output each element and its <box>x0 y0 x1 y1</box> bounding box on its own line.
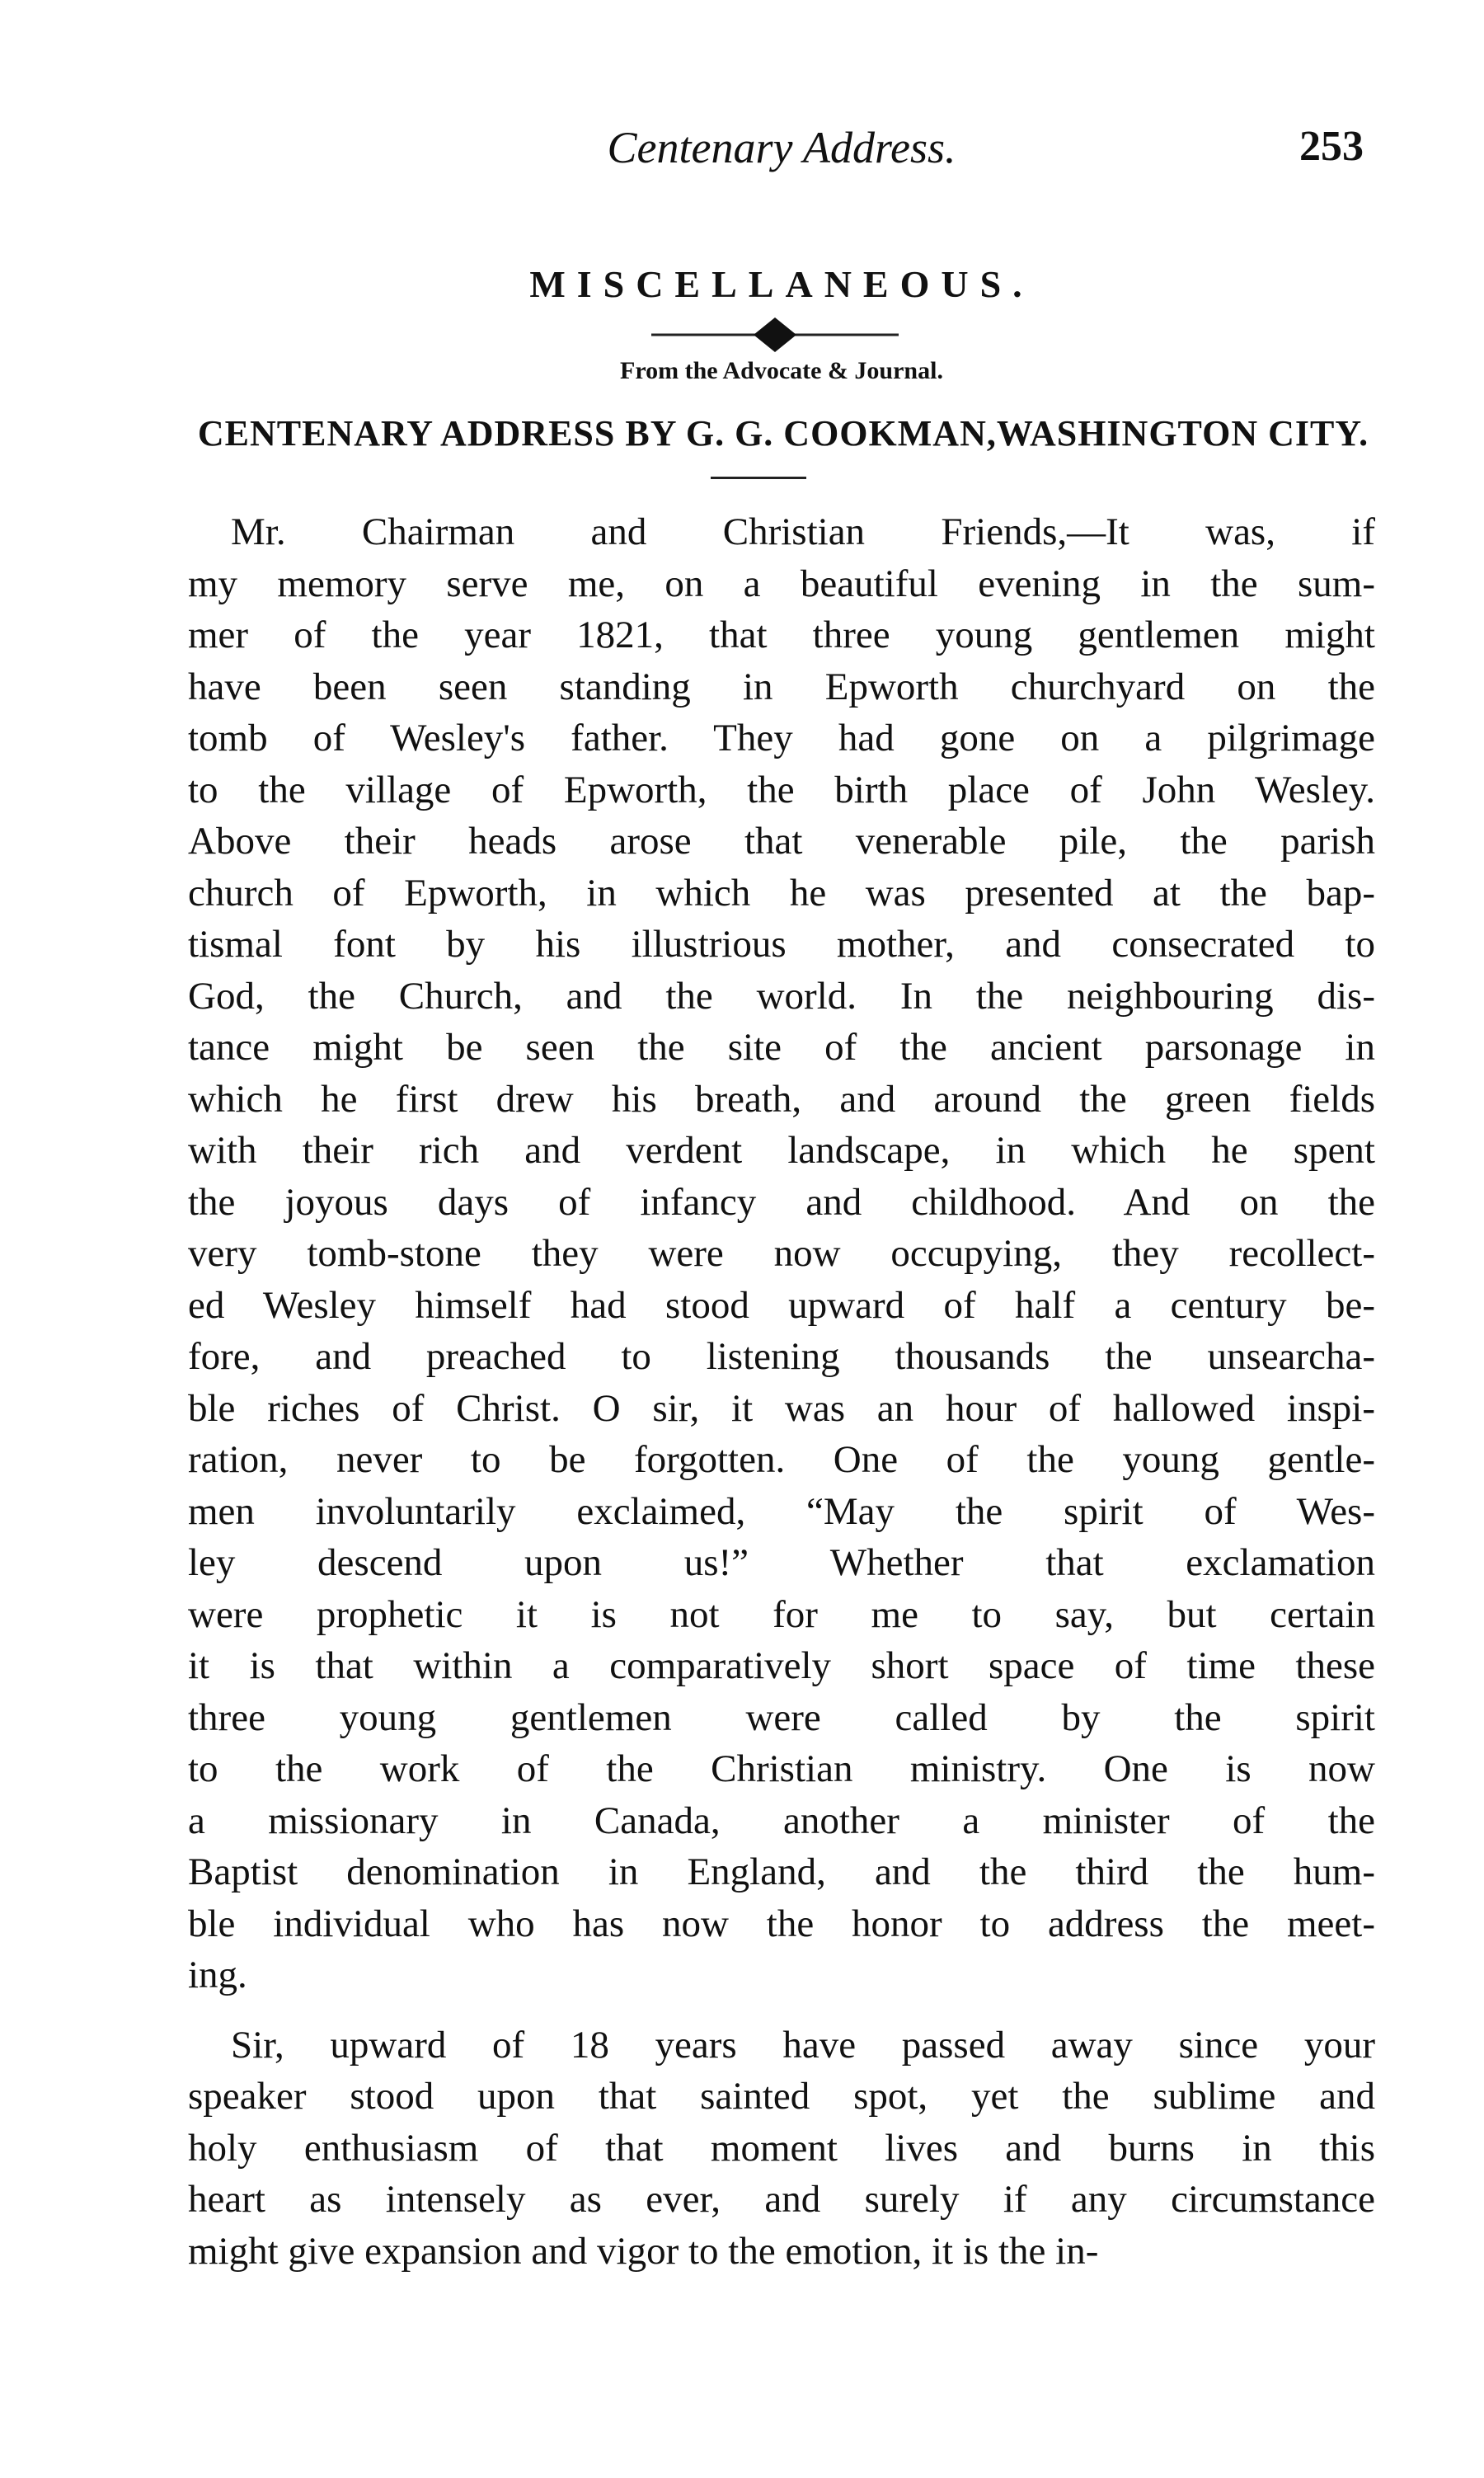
text-line: Above their heads arose that venerable pile, the parish <box>188 820 1375 863</box>
section-heading: MISCELLANEOUS. <box>529 263 1034 305</box>
diamond-rule-ornament-icon <box>651 316 899 354</box>
text-line: fore, and preached to listening thousands the unsearcha- <box>188 1335 1375 1378</box>
text-line: mer of the year 1821, that three young gentlemen might <box>188 614 1375 656</box>
text-line: ble individual who has now the honor to address the meet- <box>188 1902 1375 1945</box>
paragraph <box>188 506 1375 2001</box>
text-line: very tomb-stone they were now occupying, they recollect- <box>188 1232 1375 1275</box>
text-line: which he first drew his breath, and around the green fields <box>188 1077 1375 1121</box>
text-line: Mr. Chairman and Christian Friends,—It was, if <box>231 510 1375 553</box>
text-line: speaker stood upon that sainted spot, yet the sublime and <box>188 2075 1375 2118</box>
text-line: Baptist denomination in England, and the third the hum- <box>188 1850 1375 1893</box>
text-line: Sir, upward of 18 years have passed away since your <box>231 2023 1375 2067</box>
text-line: tance might be seen the site of the ancient parsonage in <box>188 1026 1375 1069</box>
text-line: church of Epworth, in which he was presented at the bap- <box>188 871 1375 915</box>
text-line: have been seen standing in Epworth churchyard on the <box>188 665 1375 708</box>
article-body <box>188 506 1375 2277</box>
text-line: men involuntarily exclaimed, “May the spirit of Wes- <box>188 1489 1375 1533</box>
divider-rule <box>711 477 806 479</box>
text-line: tismal font by his illustrious mother, and consecrated to <box>188 923 1375 966</box>
text-line: ing. <box>188 1954 247 1996</box>
text-line: ley descend upon us!” Whether that exclamation <box>188 1541 1375 1584</box>
source-line: From the Advocate & Journal. <box>620 357 943 384</box>
page-number: 253 <box>1299 123 1364 170</box>
text-line: heart as intensely as ever, and surely if any circumstance <box>188 2178 1375 2221</box>
paragraph <box>188 2020 1375 2278</box>
text-line: the joyous days of infancy and childhood. And on the <box>188 1180 1375 1224</box>
running-title: Centenary Address. <box>607 123 956 172</box>
text-line: God, the Church, and the world. In the neighbouring dis- <box>188 974 1375 1018</box>
text-line: ed Wesley himself had stood upward of half a century be- <box>188 1283 1375 1327</box>
paragraph-gap <box>188 2001 1375 2020</box>
text-line: to the work of the Christian ministry. One is now <box>188 1747 1375 1790</box>
article-byline: CENTENARY ADDRESS BY G. G. COOKMAN,WASHINGTON CITY. <box>197 413 1369 454</box>
text-line: it is that within a comparatively short space of time these <box>188 1644 1375 1687</box>
text-line: ration, never to be forgotten. One of the young gentle- <box>188 1438 1375 1481</box>
text-line: a missionary in Canada, another a minister of the <box>188 1799 1375 1842</box>
text-line: were prophetic it is not for me to say, but certain <box>188 1592 1375 1636</box>
text-line: my memory serve me, on a beautiful evening in the sum- <box>188 562 1375 605</box>
text-line: ble riches of Christ. O sir, it was an hour of hallowed inspi- <box>188 1386 1375 1430</box>
text-line: three young gentlemen were called by the spirit <box>188 1695 1375 1739</box>
text-line: tomb of Wesley's father. They had gone on a pilgrimage <box>188 717 1375 759</box>
running-head <box>188 114 1375 180</box>
text-line: holy enthusiasm of that moment lives and burns in this <box>188 2126 1375 2170</box>
text-line: to the village of Epworth, the birth place of John Wesley. <box>188 768 1375 811</box>
text-line: with their rich and verdent landscape, in which he spent <box>188 1129 1375 1172</box>
text-line: might give expansion and vigor to the emotion, it is the in- <box>188 2229 1099 2273</box>
